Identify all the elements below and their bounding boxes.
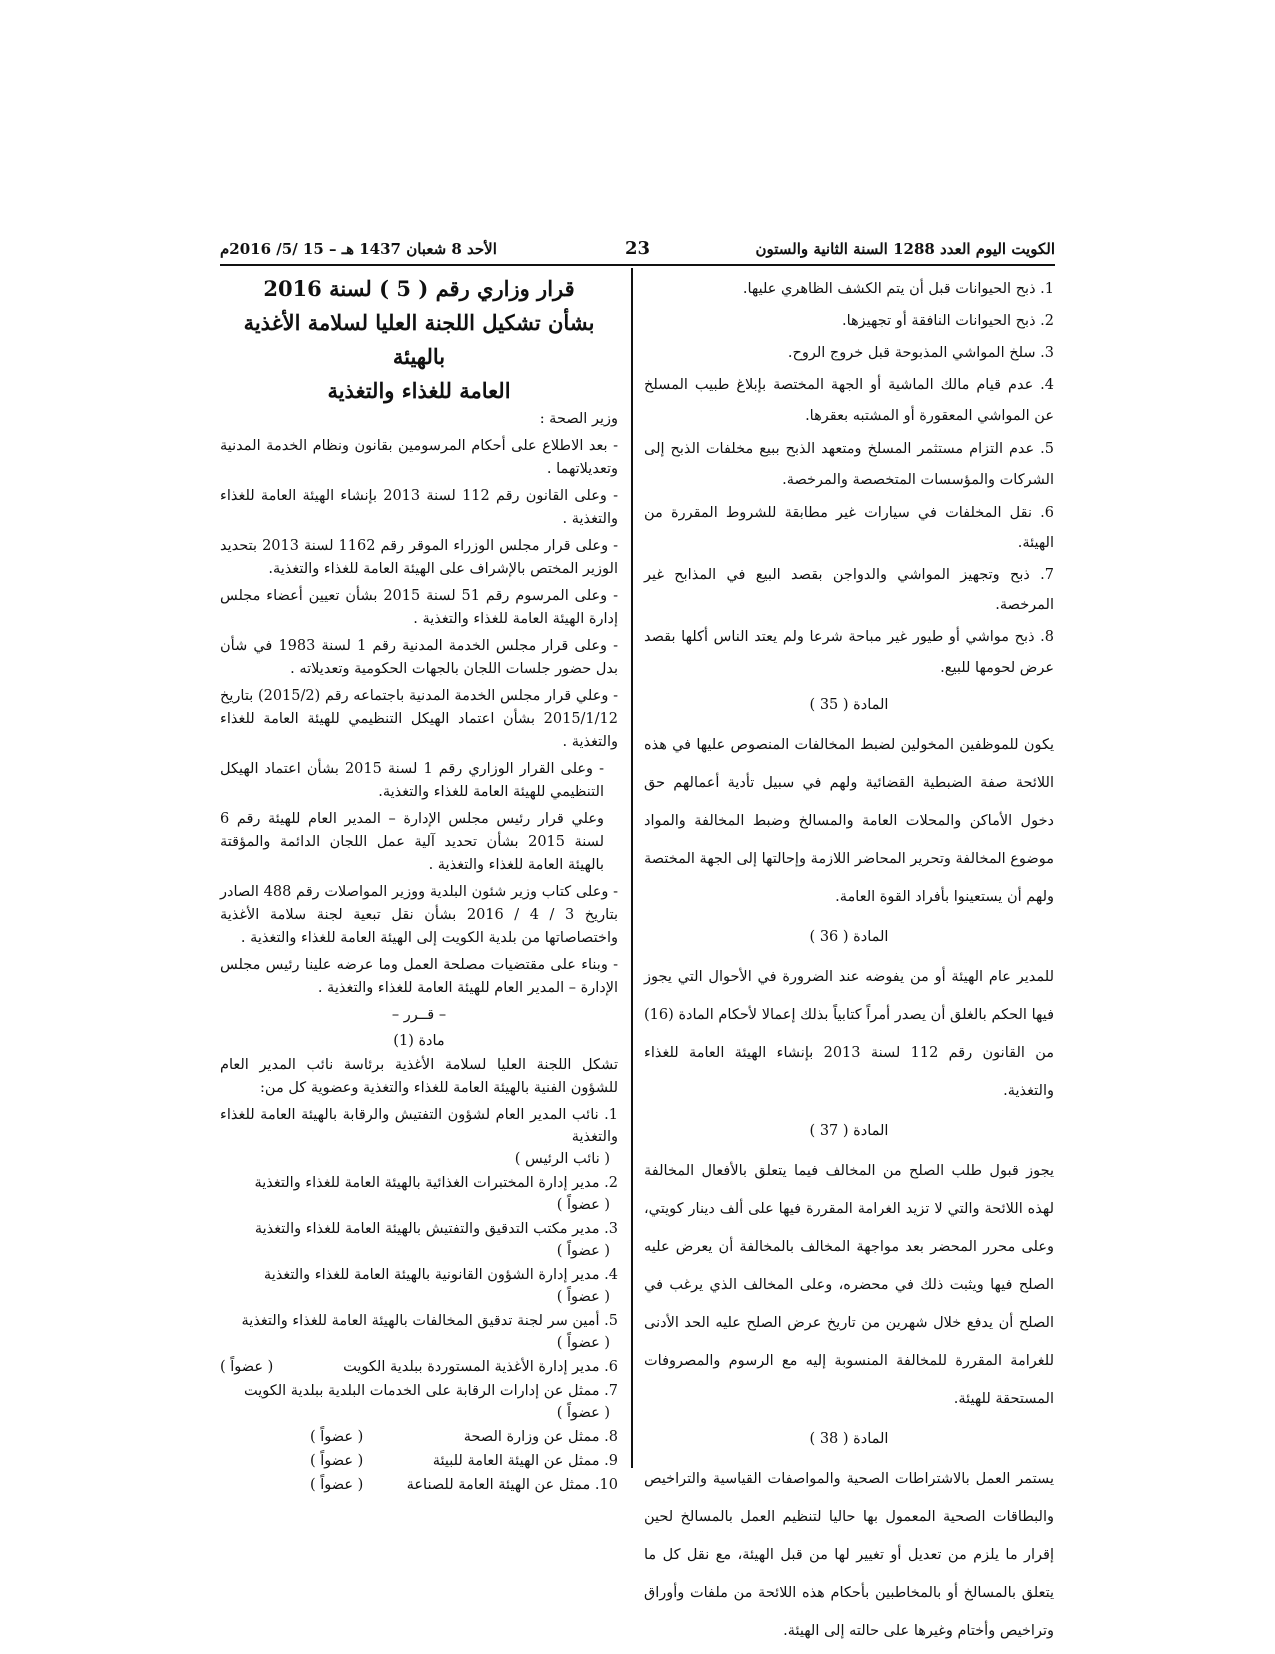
violation-item-5: 5. عدم التزام مستثمر المسلخ ومتعهد الذبح ببيع مخلفات الذبح إلى الشركات والمؤسسات المتخصصة والمرخصة. xyxy=(644,441,1054,488)
violation-item-6: 6. نقل المخلفات في سيارات غير مطابقة للشروط المقررة من الهيئة. xyxy=(644,505,1054,551)
article-1-text: تشكل اللجنة العليا لسلامة الأغذية برئاسة نائب المدير العام للشؤون الفنية بالهيئة العامة للغذاء والتغذية وعضوية كل من: xyxy=(220,1057,618,1096)
violation-item-1: 1. ذبح الحيوانات قبل أن يتم الكشف الظاهري عليها. xyxy=(742,281,1054,297)
committee-member xyxy=(220,1104,618,1170)
member-title: 5. أمين سر لجنة تدقيق المخالفات بالهيئة العامة للغذاء والتغذية xyxy=(241,1313,618,1329)
member-role: ( عضواً ) xyxy=(310,1429,364,1445)
committee-member xyxy=(220,1264,618,1308)
member-title: 1. نائب المدير العام لشؤون التفتيش والرقابة بالهيئة العامة للغذاء والتغذية xyxy=(220,1107,618,1145)
member-role: ( عضواً ) xyxy=(556,1405,610,1421)
preamble-item: - وعلى كتاب وزير شئون البلدية ووزير المواصلات رقم 488 الصادر بتاريخ 3 / 4 / 2016 بشأن نقل تبعية لجنة سلامة الأغذية واختصاصاتها من بلدية الكويت إلى الهيئة العامة للغذاء والتغذية . xyxy=(220,884,619,946)
preamble-item: - وعلى القانون رقم 112 لسنة 2013 بإنشاء الهيئة العامة للغذاء والتغذية . xyxy=(220,488,618,527)
violation-item-7: 7. ذبح وتجهيز المواشي والدواجن بقصد البيع في المذابح غير المرخصة. xyxy=(644,567,1054,613)
preamble-item: - وبناء على مقتضيات مصلحة العمل وما عرضه علينا رئيس مجلس الإدارة – المدير العام للهيئة العامة للغذاء والتغذية . xyxy=(220,957,618,996)
violation-item-4: 4. عدم قيام مالك الماشية أو الجهة المختصة بإبلاغ طبيب المسلخ عن المواشي المعقورة أو المشتبه بعقرها. xyxy=(644,377,1054,424)
member-title: 8. ممثل عن وزارة الصحة xyxy=(463,1429,618,1445)
committee-member xyxy=(220,1380,618,1424)
decree-title: قرار وزاري رقم ( 5 ) لسنة 2016 xyxy=(263,276,575,301)
member-role: ( عضواً ) xyxy=(556,1243,610,1259)
article-35-text: يكون للموظفين المخولين لضبط المخالفات المنصوص عليها في هذه اللائحة صفة الضبطية القضائية ولهم في سبيل تأدية أعمالهم حق دخول الأماكن والمحلات العامة والمسالخ وضبط المخالفة والمواد موضوع المخالفة وتحرير المحاضر اللازمة وإحالتها إلى الجهة المختصة ولهم أن يستعينوا بأفراد القوة العامة. xyxy=(644,737,1054,905)
violation-item-8: 8. ذبح مواشي أو طيور غير مباحة شرعا ولم يعتد الناس أكلها بقصد عرض لحومها للبيع. xyxy=(644,629,1054,676)
committee-member xyxy=(220,1172,618,1216)
header-rule xyxy=(220,264,1055,266)
article-36-title: المادة ( 36 ) xyxy=(809,929,889,945)
decided-heading: – قــرر – xyxy=(391,1007,447,1023)
preamble-item: - وعلى قرار مجلس الخدمة المدنية رقم 1 لسنة 1983 في شأن بدل حضور جلسات اللجان بالجهات الحكومية وتعديلاته . xyxy=(220,638,618,677)
header-date: الأحد 8 شعبان 1437 هـ – 15 /5/ 2016م xyxy=(220,240,497,258)
decree-subject-line-2: العامة للغذاء والتغذية xyxy=(327,378,511,403)
article-37-title: المادة ( 37 ) xyxy=(809,1123,889,1139)
member-title: 10. ممثل عن الهيئة العامة للصناعة xyxy=(406,1477,618,1493)
minister-heading: وزير الصحة : xyxy=(539,411,618,427)
preamble-item: - وعلى القرار الوزاري رقم 1 لسنة 2015 بشأن اعتماد الهيكل التنظيمي للهيئة العامة للغذاء والتغذية. xyxy=(220,761,604,800)
member-role: ( عضواً ) xyxy=(556,1335,610,1351)
committee-member xyxy=(220,1310,618,1354)
member-title: 2. مدير إدارة المختبرات الغذائية بالهيئة العامة للغذاء والتغذية xyxy=(254,1175,618,1191)
member-role: ( عضواً ) xyxy=(556,1197,610,1213)
article-37-text: يجوز قبول طلب الصلح من المخالف فيما يتعلق بالأفعال المخالفة لهذه اللائحة والتي لا تزيد الغرامة المقررة فيها على ألف دينار كويتي، وعلى محرر المحضر بعد مواجهة المخالف بالمخالفة أن يعرض عليه الصلح فيها ويثبت ذلك في محضره، وعلى المخالف الذي يرغب في الصلح أن يدفع خلال شهرين من تاريخ عرض الصلح عليه الحد الأدنى للغرامة المقررة للمخالفة المنسوبة إليه مع الرسوم والمصروفات المستحقة للهيئة. xyxy=(644,1163,1054,1407)
committee-member xyxy=(220,1218,618,1262)
preamble-item: - وعلي قرار مجلس الخدمة المدنية باجتماعه رقم (2015/2) بتاريخ 2015/1/12 بشأن اعتماد الهيكل التنظيمي للهيئة العامة للغذاء والتغذية . xyxy=(220,688,618,750)
article-38-title: المادة ( 38 ) xyxy=(809,1431,889,1447)
right-column xyxy=(644,272,1054,1654)
article-1-title: مادة (1) xyxy=(393,1033,445,1049)
member-title: 7. ممثل عن إدارات الرقابة على الخدمات البلدية ببلدية الكويت xyxy=(243,1383,618,1399)
member-role: ( عضواً ) xyxy=(556,1289,610,1305)
preamble-item: - بعد الاطلاع على أحكام المرسومين بقانون ونظام الخدمة المدنية وتعديلاتهما . xyxy=(220,438,618,477)
header-issue-info: الكويت اليوم العدد 1288 السنة الثانية والستون xyxy=(755,240,1055,258)
member-title: 9. ممثل عن الهيئة العامة للبيئة xyxy=(432,1453,618,1469)
member-role: ( نائب الرئيس ) xyxy=(514,1151,610,1167)
violation-item-3: 3. سلخ المواشي المذبوحة قبل خروج الروح. xyxy=(787,345,1054,361)
committee-member xyxy=(220,1426,618,1448)
column-divider xyxy=(631,268,633,1468)
page-header xyxy=(220,236,1055,262)
member-role: ( عضواً ) xyxy=(310,1477,364,1493)
member-title: 4. مدير إدارة الشؤون القانونية بالهيئة العامة للغذاء والتغذية xyxy=(263,1267,618,1283)
preamble-item: وعلي قرار رئيس مجلس الإدارة – المدير العام للهيئة رقم 6 لسنة 2015 بشأن تحديد آلية عمل اللجان الدائمة والمؤقتة بالهيئة العامة للغذاء والتغذية . xyxy=(220,811,604,873)
committee-member xyxy=(220,1450,618,1472)
article-38-text: يستمر العمل بالاشتراطات الصحية والمواصفات القياسية والتراخيص والبطاقات الصحية المعمول بها حاليا لتنظيم العمل بالمسالخ لحين إقرار ما يلزم من تعديل أو تغيير لها من قبل الهيئة، مع نقل كل ما يتعلق بالمسالخ أو بالمخاطبين بأحكام هذه اللائحة من ملفات وأوراق وتراخيص وأختام وغيرها على حالته إلى الهيئة. xyxy=(644,1471,1054,1639)
article-36-text: للمدير عام الهيئة أو من يفوضه عند الضرورة في الأحوال التي يجوز فيها الحكم بالغلق أن يصدر أمراً كتابياً بذلك إعمالا لأحكام المادة (16) من القانون رقم 112 لسنة 2013 بإنشاء الهيئة العامة للغذاء والتغذية. xyxy=(644,969,1055,1099)
decree-subject-line-1: بشأن تشكيل اللجنة العليا لسلامة الأغذية بالهيئة xyxy=(243,310,595,369)
article-35-title: المادة ( 35 ) xyxy=(809,697,889,713)
page-number: 23 xyxy=(624,238,651,259)
member-role: ( عضواً ) xyxy=(310,1453,364,1469)
committee-member xyxy=(220,1474,618,1496)
member-title: 3. مدير مكتب التدقيق والتفتيش بالهيئة العامة للغذاء والتغذية xyxy=(254,1221,618,1237)
left-column xyxy=(220,272,618,1498)
member-title: 6. مدير إدارة الأغذية المستوردة ببلدية الكويت xyxy=(343,1359,618,1375)
violation-item-2: 2. ذبح الحيوانات النافقة أو تجهيزها. xyxy=(842,313,1054,329)
committee-member xyxy=(220,1356,618,1378)
member-role: ( عضواً ) xyxy=(220,1359,274,1375)
preamble-item: - وعلى قرار مجلس الوزراء الموقر رقم 1162 لسنة 2013 بتحديد الوزير المختص بالإشراف على الهيئة العامة للغذاء والتغذية. xyxy=(220,538,619,577)
preamble-item: - وعلى المرسوم رقم 51 لسنة 2015 بشأن تعيين أعضاء مجلس إدارة الهيئة العامة للغذاء والتغذية . xyxy=(220,588,618,627)
